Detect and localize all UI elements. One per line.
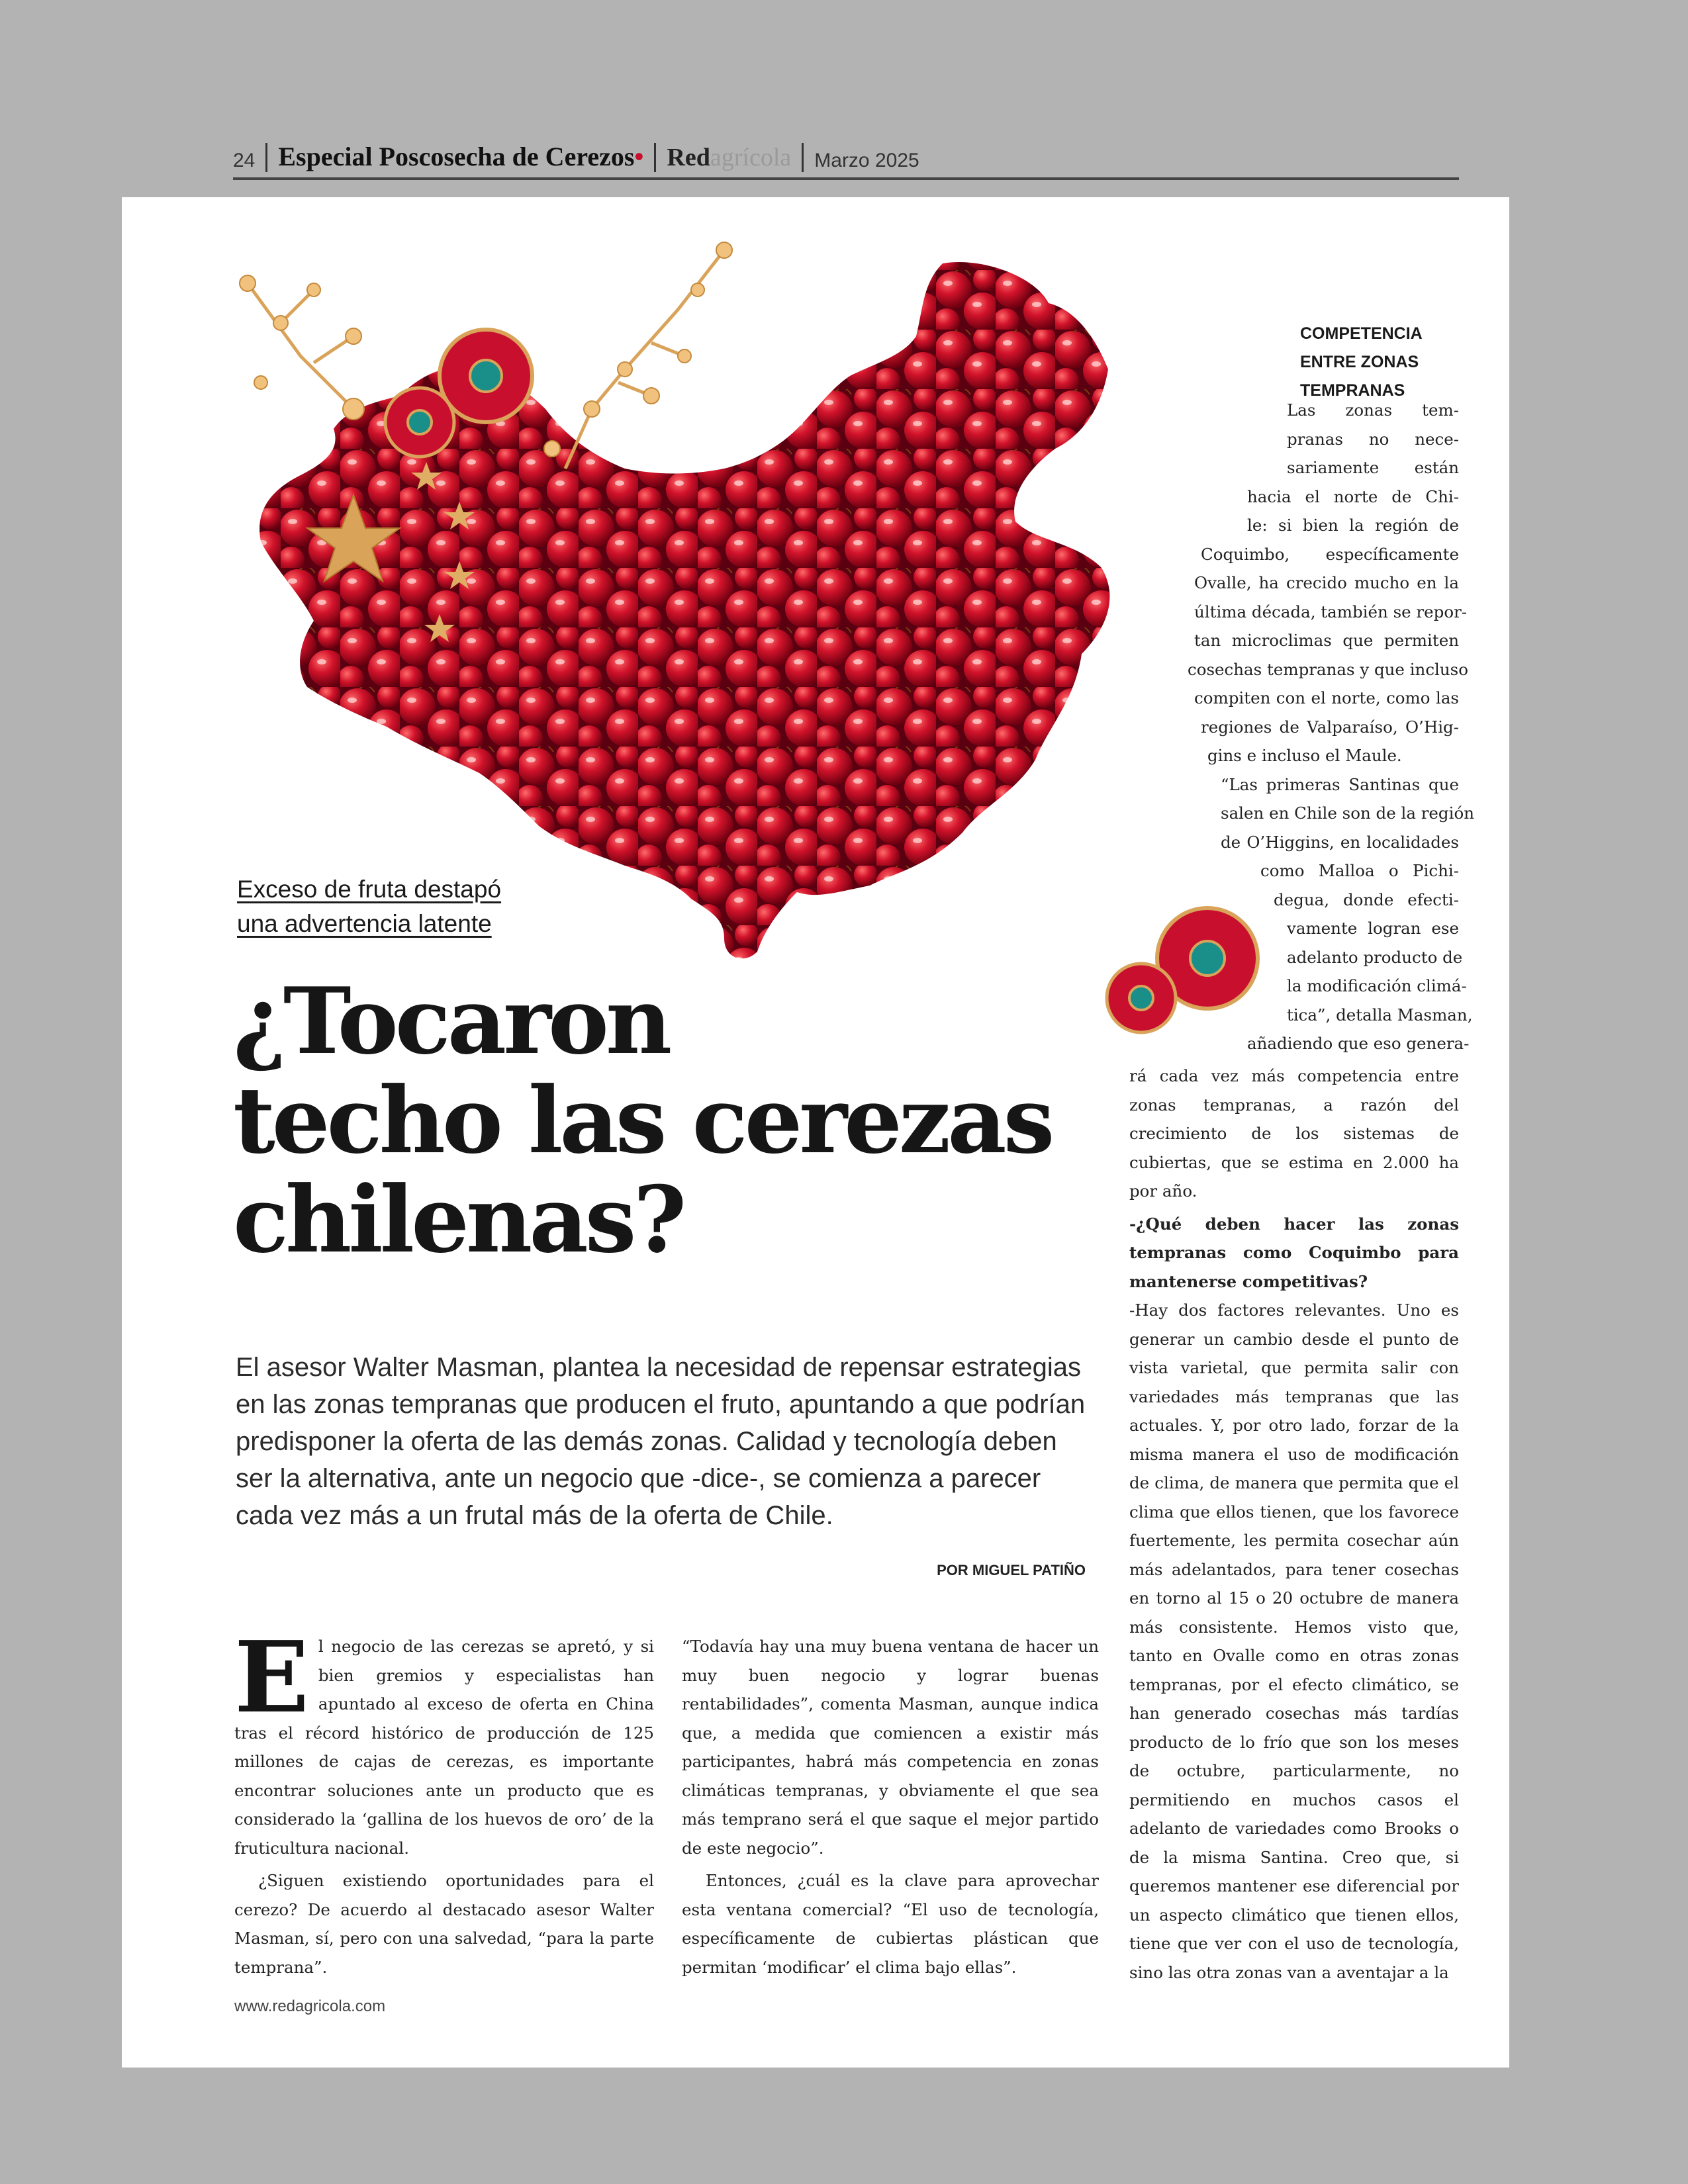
- drop-cap: E: [234, 1619, 309, 1735]
- headline-line: ¿Tocaron: [233, 967, 669, 1075]
- text-line: última década, también se repor-: [1194, 602, 1468, 621]
- paragraph: rá cada vez más competencia entre zonas tempranas, a razón del crecimiento de los sistemas de cubiertas, que se estima en 2.000 ha por año.: [1129, 1066, 1459, 1201]
- text-line: la modificación climá-: [1287, 976, 1467, 995]
- body-column-1: [234, 1619, 654, 1981]
- section-subhead: COMPETENCIA ENTRE ZONAS TEMPRANAS: [1300, 324, 1422, 400]
- text-line: Las zonas tem-: [1287, 400, 1459, 420]
- red-flower-icon: [1107, 964, 1176, 1032]
- text-line: cosechas tempranas y que incluso: [1188, 659, 1468, 679]
- section-title: Especial Poscosecha de Cerezos: [278, 142, 635, 171]
- kicker-line: una advertencia latente: [237, 910, 492, 937]
- section-dot-icon: •: [634, 142, 644, 171]
- paragraph: Entonces, ¿cuál es la clave para aprovechar esta ventana comercial? “El uso de tecnología, específicamente de cubiertas plástican que permitan ‘modificar’ el clima bajo ellas”.: [682, 1871, 1099, 1977]
- text-line: Coquimbo, específicamente: [1201, 544, 1459, 564]
- kicker-line: Exceso de fruta destapó: [237, 876, 502, 903]
- text-line: tica”, detalla Masman,: [1287, 1005, 1473, 1024]
- text-line: gins e incluso el Maule.: [1207, 746, 1402, 765]
- text-line: como Malloa o Pichi-: [1260, 861, 1459, 880]
- text-line: compiten con el norte, como las: [1194, 688, 1459, 707]
- text-line: regiones de Valparaíso, O’Hig-: [1201, 717, 1459, 737]
- page-number: 24: [233, 150, 256, 171]
- article-lead: El asesor Walter Masman, plantea la necesidad de repensar estrategias en las zonas tempranas que producen el fruto, apuntando a que podrían predisponer la oferta de las demás zonas. Calidad y tecnología deben ser la alternativa, ante un negocio que -dice-, se comienza a parecer cada vez más a un frutal más de la oferta de Chile.: [236, 1353, 1086, 1530]
- text-line: “Las primeras Santinas que: [1221, 774, 1459, 794]
- text-line: tan microclimas que permiten: [1194, 631, 1459, 650]
- text-line: añadiendo que eso genera-: [1247, 1034, 1470, 1053]
- text-line: adelanto producto de: [1287, 947, 1463, 967]
- body-column-2: [682, 1632, 1099, 1981]
- running-header: [233, 140, 1459, 180]
- paragraph-text: l negocio de las cerezas se apretó, y si bien gremios y especialistas han apuntado al exceso de oferta en China tras el récord histórico de producción de 125 millones de cajas de cerezas, es importante encontrar soluciones ante un producto que es considerado la ‘gallina de los huevos de oro’ de la fruticultura nacional.: [234, 1637, 654, 1858]
- interview-question: -¿Qué deben hacer las zonas tempranas como Coquimbo para mantenerse competitivas?: [1129, 1214, 1459, 1291]
- china-cherry-map-illustration: [221, 210, 1313, 1071]
- text-line: le: si bien la región de: [1247, 516, 1459, 535]
- text-line: sariamente están: [1287, 458, 1459, 477]
- text-line: Ovalle, ha crecido mucho en la: [1194, 573, 1459, 592]
- text-line: degua, donde efecti-: [1274, 889, 1459, 909]
- header-divider: [265, 143, 267, 172]
- red-flower-icon: [440, 330, 532, 422]
- text-line: vamente logran ese: [1287, 919, 1459, 938]
- issue-date: Marzo 2025: [814, 150, 919, 171]
- paragraph: ¿Siguen existiendo oportunidades para el cerezo? De acuerdo al destacado asesor Walter Masman, sí, pero con una salvedad, “para la parte temprana”.: [234, 1871, 654, 1977]
- brand-logo-red: Red: [667, 144, 710, 171]
- text-line: pranas no nece-: [1287, 429, 1459, 449]
- body-column-3: [1129, 1062, 1459, 1987]
- brand-logo-agricola: agrícola: [710, 144, 792, 171]
- text-line: de O’Higgins, en localidades: [1221, 832, 1459, 852]
- text-line: hacia el norte de Chi-: [1247, 486, 1459, 506]
- article-headline: [233, 967, 1094, 1273]
- paragraph: “Todavía hay una muy buena ventana de hacer un muy buen negocio y lograr buenas rentabilidades”, comenta Masman, aunque indica que, a medida que comiencen a existir más participantes, habrá más competencia en zonas climáticas tempranas, y obviamente el que sea más temprano será el que saque el mejor partido de este negocio”.: [682, 1637, 1099, 1858]
- red-flower-icon: [385, 388, 454, 457]
- text-line: salen en Chile son de la región: [1221, 803, 1474, 823]
- headline-line: techo las cerezas: [233, 1066, 1052, 1174]
- interview-answer: -Hay dos factores relevantes. Uno es generar un cambio desde el punto de vista varietal, que permita salir con variedades más tempranas que las actuales. Y, por otro lado, forzar de la misma manera el uso de modificación de clima, de manera que permita que el clima que ellos tienen, que los favorece fuertemente, les permita cosechar aún más adelantados, para tener cosechas en torno al 15 o 20 octubre de manera más consistente. Hemos visto que, tanto en Ovalle como en otras zonas tempranas, por el efecto climático, se han generado cosechas más tardías producto de lo frío que son los meses de octubre, particularmente, no permitiendo en muchos casos el adelanto de variedades como Brooks o de la misma Santina. Creo que, si queremos mantener ese diferencial por un aspecto climático que tienen ellos, tiene que ver con el uso de tecnología, sino las otra zonas van a aventajar a la: [1129, 1300, 1459, 1982]
- china-silhouette: [259, 262, 1109, 958]
- paragraph: [234, 1619, 654, 1862]
- byline: POR MIGUEL PATIÑO: [937, 1562, 1086, 1578]
- headline-line: chilenas?: [233, 1165, 684, 1273]
- header-divider: [802, 143, 804, 172]
- footer-url: www.redagricola.com: [234, 1997, 386, 2015]
- magazine-page: [122, 197, 1509, 2068]
- header-divider: [654, 143, 656, 172]
- article-kicker: [237, 872, 608, 941]
